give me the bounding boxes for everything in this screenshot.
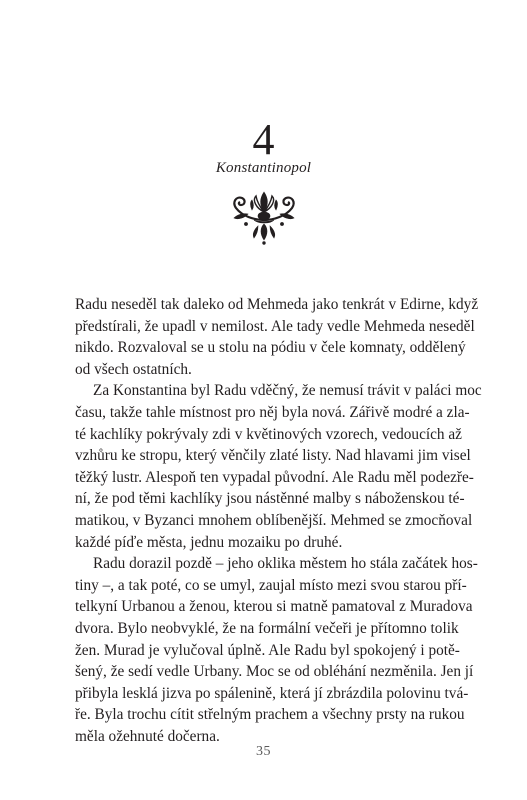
text-line: matikou, v Byzanci mnohem oblíbenější. Mehmed se zmocňoval	[75, 511, 473, 529]
text-line: přibyla lesklá jizva po spálenině, která jí zbrázdila polovinu tvá-	[75, 684, 469, 702]
floral-vignette-icon	[224, 186, 304, 246]
paragraph	[75, 294, 479, 380]
text-line: tiny –, a tak poté, co se umyl, zaujal místo mezi svou starou pří-	[75, 576, 467, 594]
text-line: žen. Murad je vylučoval úplně. Ale Radu byl spokojený i potě-	[75, 641, 460, 659]
text-line: té kachlíky pokrývaly zdi v květinových vzorech, vedoucích až	[75, 425, 462, 443]
paragraph	[75, 553, 478, 747]
text-line: ní, že pod těmi kachlíky jsou nástěnné malby s náboženskou té-	[75, 490, 465, 508]
text-line: vzhůru ke stropu, který věnčily zlaté listy. Nad hlavami jim visel	[75, 447, 471, 465]
chapter-number: 4	[252, 115, 275, 164]
paragraph	[75, 380, 482, 553]
text-line: ře. Byla trochu cítit střelným prachem a všechny prsty na rukou	[75, 706, 465, 724]
text-line: předstírali, že upadl v nemilost. Ale tady vedle Mehmeda neseděl	[75, 317, 475, 335]
text-line: Radu neseděl tak daleko od Mehmeda jako tenkrát v Edirne, když	[75, 296, 479, 313]
text-line: šený, že sedí vedle Urbany. Moc se od obléhání nezměnila. Jen jí	[75, 663, 474, 681]
text-line: telkyní Urbanou a ženou, kterou si matně pamatoval z Muradova	[75, 598, 473, 616]
page-number: 35	[256, 744, 271, 759]
text-line: Za Konstantina byl Radu vděčný, že nemusí trávit v paláci moc	[93, 382, 482, 400]
text-line: těžký lustr. Alespoň ten vypadal původní. Ale Radu měl podezře-	[75, 468, 474, 486]
text-line: nikdo. Rozvaloval se u stolu na pódiu v čele komnaty, oddělený	[75, 339, 466, 357]
body-text	[75, 294, 482, 747]
text-line: měla ožehnuté dočerna.	[75, 727, 220, 745]
chapter-title: Konstantinopol	[215, 160, 312, 176]
text-line: času, takže tahle místnost pro něj byla nová. Zářivě modré a zla-	[75, 403, 470, 421]
text-line: od všech ostatních.	[75, 360, 192, 378]
text-line: Radu dorazil pozdě – jeho oklika městem ho stála začátek hos-	[93, 555, 478, 573]
text-line: každé píďe města, jednu mozaiku po druhé.	[75, 533, 343, 551]
text-line: dvora. Bylo neobvyklé, že na formální večeři je přítomno tolik	[75, 619, 459, 637]
